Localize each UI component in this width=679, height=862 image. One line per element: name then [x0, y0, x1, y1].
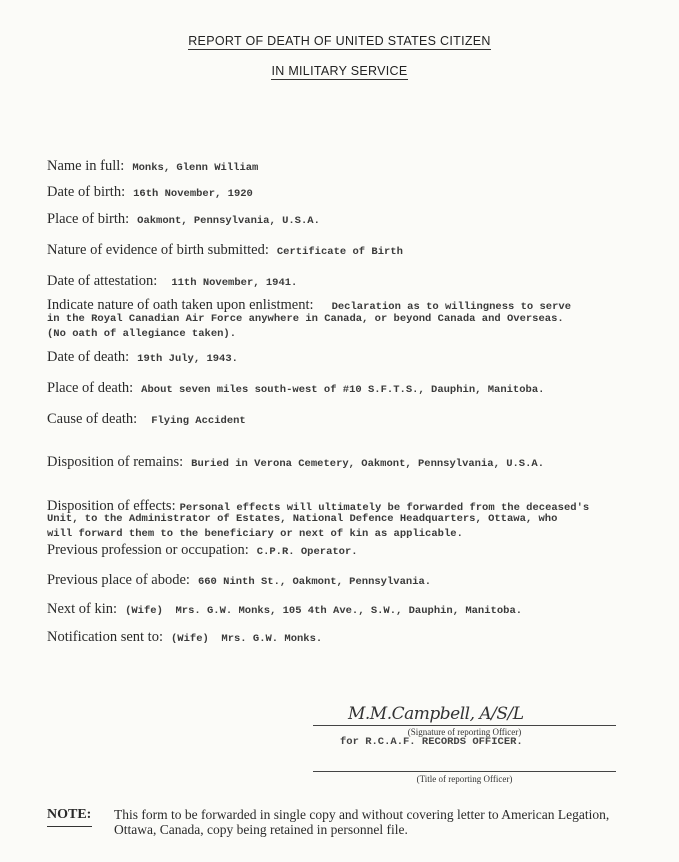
- field-place-of-death: [47, 379, 662, 397]
- title-line: [313, 771, 616, 772]
- report-title: [0, 34, 679, 48]
- field-value: Certificate of Birth: [276, 246, 403, 258]
- field-label: Place of death:: [47, 380, 134, 396]
- field-value: (Wife) Mrs. G.W. Monks.: [170, 633, 323, 645]
- field-abode: [47, 571, 662, 589]
- report-subtitle-text: IN MILITARY SERVICE: [271, 64, 408, 78]
- field-value: 16th November, 1920: [133, 188, 253, 200]
- field-value: About seven miles south-west of #10 S.F.T.S., Dauphin, Manitoba.: [141, 384, 545, 396]
- field-effects-line2: Unit, to the Administrator of Estates, National Defence Headquarters, Ottawa, who: [47, 513, 558, 525]
- signature-caption: (Signature of reporting Officer): [407, 727, 522, 737]
- field-value: 11th November, 1941.: [171, 277, 298, 289]
- field-attestation: [47, 272, 662, 290]
- field-label: Nature of evidence of birth submitted:: [47, 242, 269, 258]
- field-value: 660 Ninth St., Oakmont, Pennsylvania.: [197, 576, 432, 588]
- field-label: Date of attestation:: [47, 273, 158, 289]
- field-value: Flying Accident: [151, 415, 246, 427]
- signature-line: [313, 725, 616, 726]
- field-value: 19th July, 1943.: [137, 353, 238, 365]
- field-label: Date of birth:: [47, 184, 126, 200]
- field-value: Personal effects will ultimately be forwarded from the deceased's: [179, 502, 590, 514]
- field-value: Buried in Verona Cemetery, Oakmont, Pennsylvania, U.S.A.: [191, 458, 544, 470]
- field-oath-line2: in the Royal Canadian Air Force anywhere in Canada, or beyond Canada and Overseas.: [47, 313, 564, 325]
- field-value: Declaration as to willingness to serve: [331, 301, 572, 313]
- field-label: Date of death:: [47, 349, 130, 365]
- field-label: Disposition of effects:: [47, 498, 176, 514]
- for-records-officer: for R.C.A.F. RECORDS OFFICER.: [340, 736, 523, 748]
- field-value: Oakmont, Pennsylvania, U.S.A.: [137, 215, 320, 227]
- field-label: Next of kin:: [47, 601, 118, 617]
- report-title-text: REPORT OF DEATH OF UNITED STATES CITIZEN: [188, 34, 491, 48]
- field-name: [47, 157, 662, 175]
- field-effects-line3: will forward them to the beneficiary or next of kin as applicable.: [47, 528, 463, 540]
- note-text: This form to be forwarded in single copy and without covering letter to American Legation, Ottawa, Canada, copy being retained in personnel file.: [114, 807, 610, 837]
- field-value: C.P.R. Operator.: [256, 546, 358, 558]
- field-remains: [47, 453, 662, 471]
- field-value: Monks, Glenn William: [132, 162, 259, 174]
- field-notification: [47, 628, 662, 646]
- field-kin: [47, 600, 662, 618]
- title-caption: (Title of reporting Officer): [416, 774, 513, 784]
- field-label: Disposition of remains:: [47, 454, 184, 470]
- field-label: Previous place of abode:: [47, 572, 190, 588]
- field-pob: [47, 210, 662, 228]
- note-underline: [47, 826, 92, 827]
- field-oath-line3: (No oath of allegiance taken).: [47, 328, 237, 340]
- field-label: Name in full:: [47, 158, 125, 174]
- field-dod: [47, 348, 662, 366]
- field-dob: [47, 183, 662, 201]
- field-label: Indicate nature of oath taken upon enlistment:: [47, 297, 314, 313]
- field-oath: [47, 296, 662, 314]
- field-label: Previous profession or occupation:: [47, 542, 249, 558]
- report-subtitle: [0, 64, 679, 78]
- handwritten-signature: M.M.Campbell, A/S/L: [348, 704, 524, 724]
- field-label: Cause of death:: [47, 411, 138, 427]
- field-label: Place of birth:: [47, 211, 130, 227]
- note-label: NOTE:: [47, 807, 92, 822]
- field-occupation: [47, 541, 662, 559]
- field-evidence: [47, 241, 662, 259]
- field-value: (Wife) Mrs. G.W. Monks, 105 4th Ave., S.W., Dauphin, Manitoba.: [125, 605, 523, 617]
- field-label: Notification sent to:: [47, 629, 163, 645]
- field-cause: [47, 410, 662, 428]
